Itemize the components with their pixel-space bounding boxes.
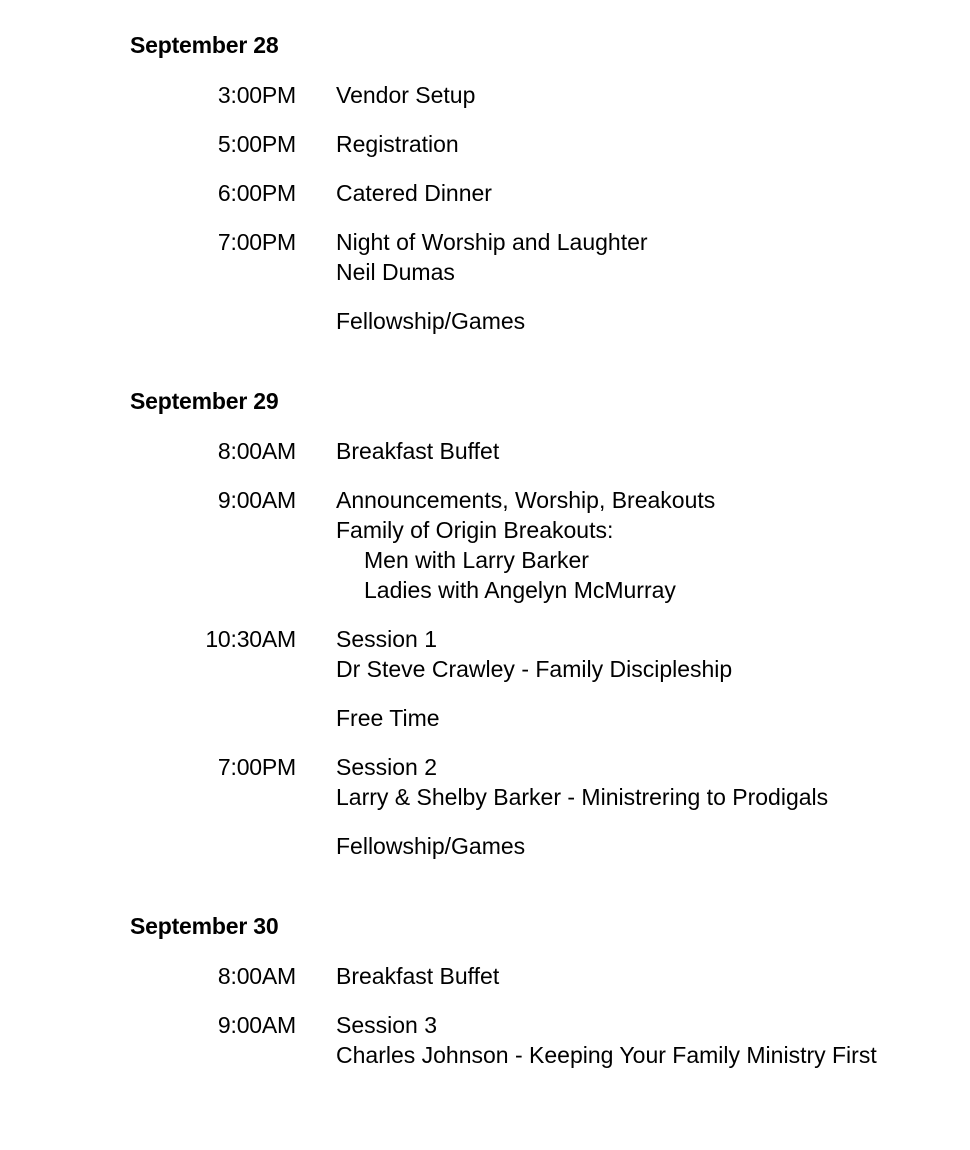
day-title: September 28 (130, 32, 279, 58)
entry-description (336, 227, 648, 287)
schedule-entry (0, 752, 970, 812)
entry-description (336, 485, 715, 605)
schedule-entry (0, 436, 970, 466)
entry-line: Session 2 (336, 754, 438, 780)
schedule-entry (0, 624, 970, 684)
day-title: September 30 (130, 913, 279, 939)
entry-line: Charles Johnson - Keeping Your Family Ministry First (336, 1042, 877, 1068)
entry-time: 7:00PM (217, 229, 296, 255)
entry-description (336, 703, 440, 733)
entry-line: Vendor Setup (336, 82, 476, 108)
entry-time (0, 703, 296, 733)
entry-line: Announcements, Worship, Breakouts (336, 487, 716, 513)
entry-line: Registration (336, 131, 459, 157)
entry-line: Session 1 (336, 626, 438, 652)
entry-time: 7:00PM (217, 754, 296, 780)
entry-line: Fellowship/Games (336, 833, 526, 859)
entry-line: Breakfast Buffet (336, 963, 500, 989)
day-section (0, 30, 970, 336)
entry-time: 6:00PM (217, 180, 296, 206)
entry-time (0, 831, 296, 861)
schedule-entry (0, 831, 970, 861)
entry-line: Neil Dumas (336, 259, 455, 285)
entry-description (336, 178, 492, 208)
entry-description (336, 129, 459, 159)
entry-line: Catered Dinner (336, 180, 492, 206)
entry-line: Ladies with Angelyn McMurray (364, 577, 676, 603)
entry-line: Fellowship/Games (336, 308, 526, 334)
day-title: September 29 (130, 388, 279, 414)
schedule-entry (0, 306, 970, 336)
entry-line: Larry & Shelby Barker - Ministrering to Prodigals (336, 784, 829, 810)
entry-description (336, 624, 732, 684)
entry-time: 3:00PM (217, 82, 296, 108)
schedule-entry (0, 178, 970, 208)
entry-description (336, 436, 499, 466)
schedule-entry (0, 961, 970, 991)
entry-description (336, 831, 525, 861)
day-section (0, 911, 970, 1070)
entry-line: Dr Steve Crawley - Family Discipleship (336, 656, 733, 682)
schedule-entry (0, 227, 970, 287)
schedule-entry (0, 80, 970, 110)
entry-time: 8:00AM (217, 963, 296, 989)
entry-description (336, 961, 499, 991)
entry-description (336, 1010, 877, 1070)
entry-time: 9:00AM (217, 1012, 296, 1038)
entry-line: Family of Origin Breakouts: (336, 517, 614, 543)
entry-time (0, 306, 296, 336)
entry-time: 8:00AM (217, 438, 296, 464)
schedule-entry (0, 1010, 970, 1070)
entry-description (336, 306, 525, 336)
entry-time: 10:30AM (205, 626, 296, 652)
entry-line: Session 3 (336, 1012, 438, 1038)
day-section (0, 386, 970, 861)
schedule (0, 30, 970, 1089)
schedule-entry (0, 485, 970, 605)
entry-description (336, 752, 828, 812)
entry-line: Night of Worship and Laughter (336, 229, 648, 255)
entry-line: Breakfast Buffet (336, 438, 500, 464)
entry-line: Men with Larry Barker (364, 547, 589, 573)
entry-description (336, 80, 475, 110)
entry-time: 5:00PM (217, 131, 296, 157)
schedule-entry (0, 703, 970, 733)
entry-time: 9:00AM (217, 487, 296, 513)
schedule-entry (0, 129, 970, 159)
entry-line: Free Time (336, 705, 440, 731)
